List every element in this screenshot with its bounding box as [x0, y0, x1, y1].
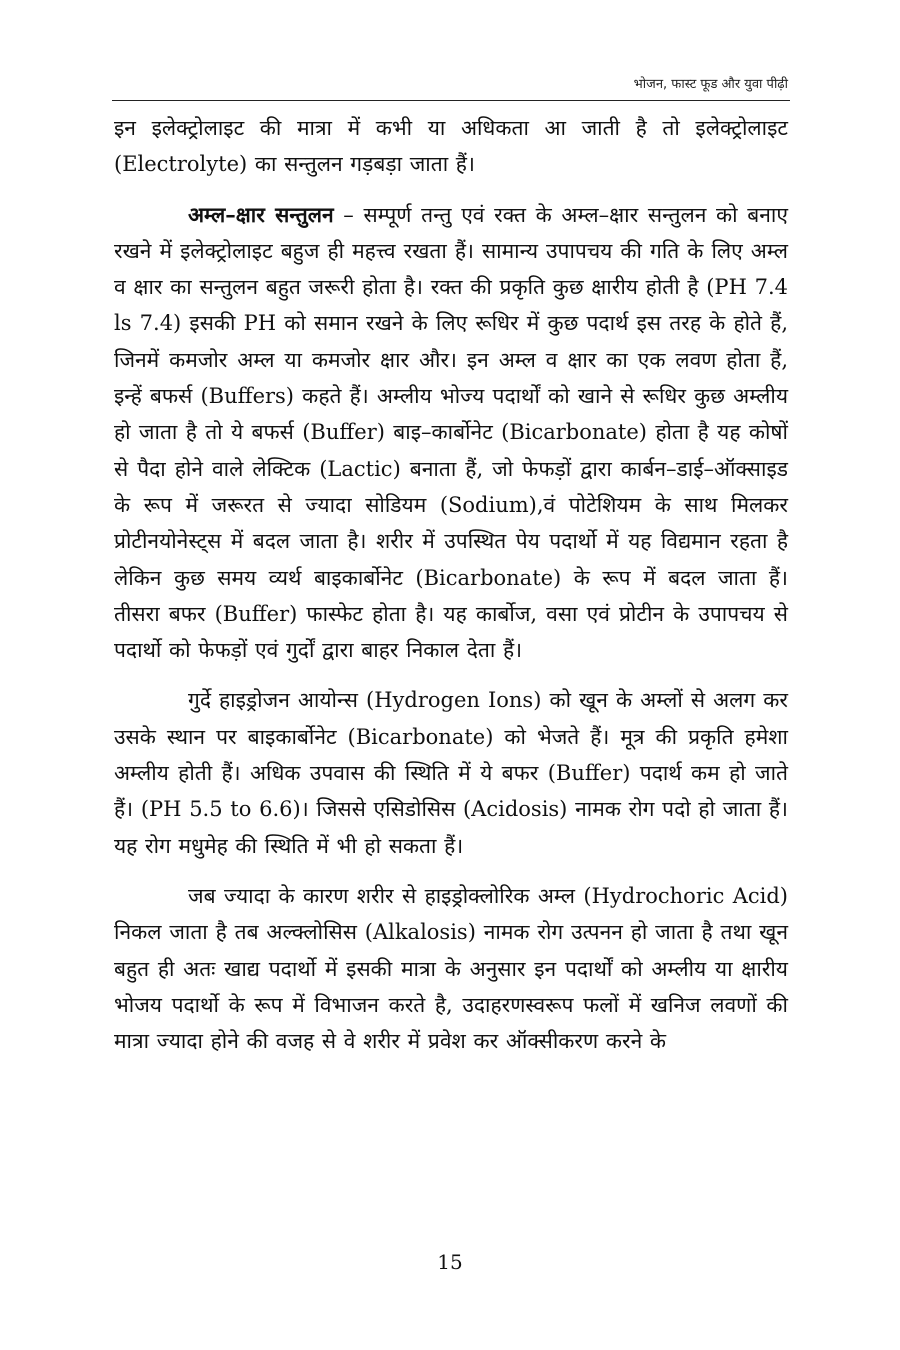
paragraph-kidneys-hydrogen-ions — [114, 682, 788, 863]
section-term: अम्ल–क्षार सन्तुलन — [188, 201, 334, 227]
paragraph-alkalosis — [114, 878, 788, 1059]
paragraph-text: गुर्दे हाइड्रोजन आयोन्स (Hydrogen Ions) को खून के अम्लों से अलग कर उसके स्थान पर बाइकार्बोनेट (Bicarbonate) को भेजते हैं। मूत्र की प्रकृति हमेशा अम्लीय होती हैं। अधिक उपवास की स्थिति में ये बफर (Buffer) पदार्थ कम हो जाते हैं। (PH 5.5 to 6.6)। जिससे एसिडोसिस (Acidosis) नामक रोग पदो हो जाता हैं। यह रोग मधुमेह की स्थिति में भी हो सकता हैं। — [114, 688, 788, 858]
paragraph-text: इन इलेक्ट्रोलाइट की मात्रा में कभी या अधिकता आ जाती है तो इलेक्ट्रोलाइट (Electrolyte) का सन्तुलन गड़बड़ा जाता हैं। — [114, 116, 788, 177]
paragraph-electrolyte-balance — [114, 110, 788, 183]
page-body — [114, 110, 788, 1059]
paragraph-text: – सम्पूर्ण तन्तु एवं रक्त के अम्ल–क्षार सन्तुलन को बनाए रखने में इलेक्ट्रोलाइट बहुज ही महत्त्व रखता हैं। सामान्य उपापचय की गति के लिए अम्ल व क्षार का सन्तुलन बहुत जरूरी होता है। रक्त की प्रकृति कुछ क्षारीय होती है (PH 7.4 ls 7.4) इसकी PH को समान रखने के लिए रूधिर में कुछ पदार्थ इस तरह के होते हैं, जिनमें कमजोर अम्ल या कमजोर क्षार और। इन अम्ल व क्षार का एक लवण होता हैं, इन्हें बफर्स (Buffers) कहते हैं। अम्लीय भोज्य पदार्थों को खाने से रूधिर कुछ अम्लीय हो जाता है तो ये बफर्स (Buffer) बाइ–कार्बोनेट (Bicarbonate) होता है यह कोषों से पैदा होने वाले लेक्टिक (Lactic) बनाता हैं, जो फेफड़ों द्वारा कार्बन–डाई–ऑक्साइड के रूप में जरूरत से ज्यादा सोडियम (Sodium),वं पोटेशियम के साथ मिलकर प्रोटीनयोनेस्ट्स में बदल जाता है। शरीर में उपस्थित पेय पदार्थो में यह विद्यमान रहता है लेकिन कुछ समय व्यर्थ बाइकार्बोनेट (Bicarbonate) के रूप में बदल जाता हैं। तीसरा बफर (Buffer) फास्फेट होता है। यह कार्बोज, वसा एवं प्रोटीन के उपापचय से पदार्थो को फेफड़ों एवं गुर्दों द्वारा बाहर निकाल देता हैं। — [114, 202, 788, 663]
paragraph-acid-base-balance — [114, 197, 788, 669]
running-header: भोजन, फास्ट फूड और युवा पीढ़ी — [633, 77, 788, 92]
paragraph-text: जब ज्यादा के कारण शरीर से हाइड्रोक्लोरिक अम्ल (Hydrochoric Acid) निकल जाता है तब अल्क्लोसिस (Alkalosis) नामक रोग उत्पनन हो जाता है तथा खून बहुत ही अतः खाद्य पदार्थो में इसकी मात्रा के अनुसार इन पदार्थों को अम्लीय या क्षारीय भोजय पदार्थो के रूप में विभाजन करते है, उदाहरणस्वरूप फलों में खनिज लवणों की मात्रा ज्यादा होने की वजह से वे शरीर में प्रवेश कर ऑक्सीकरण करने के — [114, 883, 788, 1054]
header-divider — [112, 100, 790, 101]
page-number: 15 — [437, 1250, 463, 1274]
